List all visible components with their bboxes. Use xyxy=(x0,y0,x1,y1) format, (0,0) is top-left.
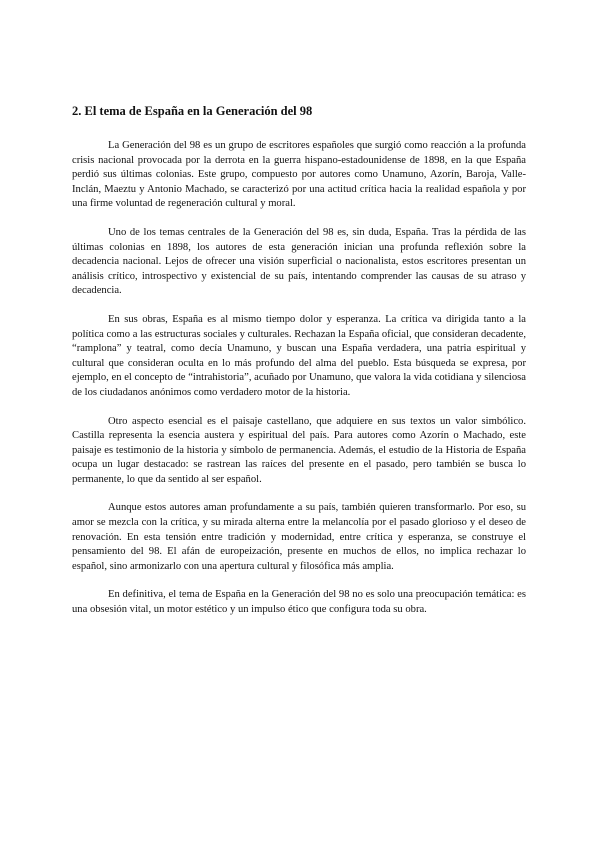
paragraph-3: En sus obras, España es al mismo tiempo dolor y esperanza. La crítica va dirigida tanto a la política como a las estructuras sociales y culturales. Rechazan la España oficial, que consideran decadente, “ramplona” y teatral, como decía Unamuno, y buscan una España verdadera, una patria espiritual y cultural que consideran oculta en lo más profundo del alma del pueblo. Esta búsqueda se expresa, por ejemplo, en el concepto de “intrahistoria”, acuñado por Unamuno, que valora la vida cotidiana y silenciosa de los ciudadanos anónimos como verdadero motor de la historia. xyxy=(72,313,526,398)
document-page xyxy=(72,103,526,632)
paragraph-5: Aunque estos autores aman profundamente a su país, también quieren transformarlo. Por eso, su amor se mezcla con la crítica, y su mirada alterna entre la melancolía por el pasado glorioso y el deseo de renovación. En esta tensión entre tradición y modernidad, entre crítica y esperanza, se construye el pensamiento del 98. El afán de europeización, presente en muchos de ellos, no implica rechazar lo español, sino armonizarlo con una apertura cultural y filosófica más amplia. xyxy=(72,502,526,572)
paragraph-4: Otro aspecto esencial es el paisaje castellano, que adquiere en sus textos un valor simbólico. Castilla representa la esencia austera y espiritual del país. Para autores como Azorín o Machado, este paisaje es testimonio de la historia y símbolo de permanencia. Además, el estudio de la Historia de España ocupa un lugar destacado: se rastrean las raíces del presente en el pasado, pero también se busca lo permanente, lo que da sentido al ser español. xyxy=(72,415,526,485)
section-title: 2. El tema de España en la Generación del 98 xyxy=(72,104,313,118)
paragraph-1: La Generación del 98 es un grupo de escritores españoles que surgió como reacción a la profunda crisis nacional provocada por la derrota en la guerra hispano-estadounidense de 1898, en la que España perdió sus últimas colonias. Este grupo, compuesto por autores como Unamuno, Azorín, Baroja, Valle-Inclán, Maeztu y Antonio Machado, se caracterizó por una actitud crítica hacia la realidad española y por una firme voluntad de regeneración cultural y moral. xyxy=(72,140,526,210)
paragraph-6: En definitiva, el tema de España en la Generación del 98 no es solo una preocupación temática: es una obsesión vital, un motor estético y un impulso ético que configura toda su obra. xyxy=(72,589,526,616)
paragraph-2: Uno de los temas centrales de la Generación del 98 es, sin duda, España. Tras la pérdida de las últimas colonias en 1898, los autores de esta generación inician una profunda reflexión sobre la decadencia nacional. Lejos de ofrecer una visión superficial o nacionalista, estos escritores presentan un análisis crítico, introspectivo y existencial de su país, intentando comprender las causas de su atraso y decadencia. xyxy=(72,226,526,297)
